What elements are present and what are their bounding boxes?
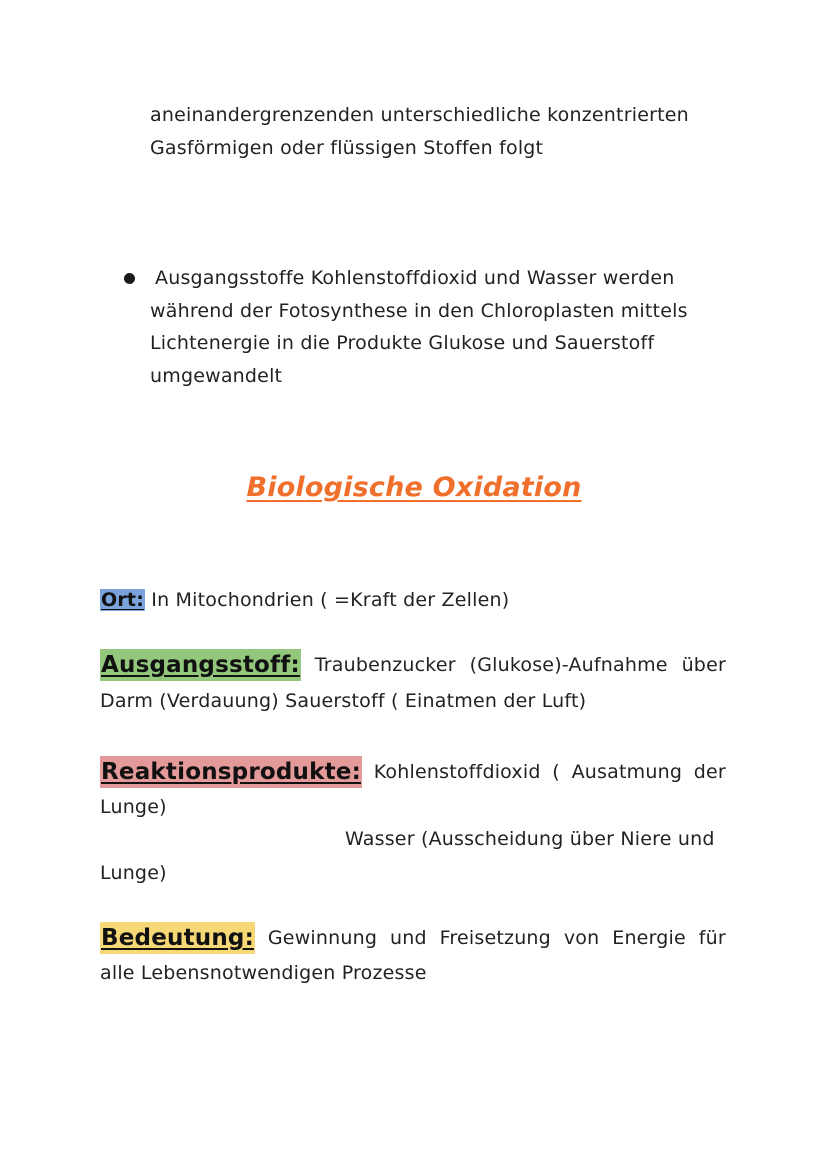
ausgangsstoff-line-2: Darm (Verdauung) Sauerstoff ( Einatmen der Luft) — [100, 690, 587, 712]
reaktionsprodukte-line-3: Wasser (Ausscheidung über Niere und — [345, 828, 715, 850]
bedeutung-word: Freisetzung — [439, 927, 551, 949]
ausgangsstoff-word: Traubenzucker — [314, 654, 456, 676]
ausgangsstoff-label: Ausgangsstoff: — [100, 649, 301, 681]
bedeutung-word: für — [698, 927, 726, 949]
ausgangsstoff-row — [100, 649, 726, 681]
bedeutung-word: von — [563, 927, 600, 949]
bullet-line-2: während der Fotosynthese in den Chloroplasten mittels — [150, 300, 688, 322]
bedeutung-label: Bedeutung: — [100, 922, 255, 954]
reaktionsprodukte-line-2: Lunge) — [100, 796, 167, 818]
intro-line-1: aneinandergrenzenden unterschiedliche konzentrierten — [150, 104, 689, 126]
bedeutung-word: Energie — [612, 927, 686, 949]
ort-text: In Mitochondrien ( =Kraft der Zellen) — [151, 589, 510, 611]
bedeutung-word: Gewinnung — [267, 927, 378, 949]
reaktionsprodukte-word: Kohlenstoffdioxid — [373, 761, 541, 783]
ort-label: Ort: — [101, 589, 145, 611]
bedeutung-row — [100, 922, 726, 954]
bullet-line-3: Lichtenergie in die Produkte Glukose und Sauerstoff — [150, 332, 655, 354]
ausgangsstoff-word: über — [681, 654, 726, 676]
reaktionsprodukte-row — [100, 756, 726, 788]
intro-line-2: Gasförmigen oder flüssigen Stoffen folgt — [150, 137, 544, 159]
reaktionsprodukte-word: ( — [552, 761, 560, 783]
bullet-icon — [124, 273, 135, 284]
bullet-line-4: umgewandelt — [150, 365, 283, 387]
bedeutung-word: und — [390, 927, 427, 949]
reaktionsprodukte-word: der — [693, 761, 726, 783]
reaktionsprodukte-line-4: Lunge) — [100, 862, 167, 884]
section-title: Biologische Oxidation — [246, 472, 582, 503]
ausgangsstoff-word: (Glukose)-Aufnahme — [469, 654, 668, 676]
reaktionsprodukte-word: Ausatmung — [571, 761, 683, 783]
reaktionsprodukte-label: Reaktionsprodukte: — [100, 756, 362, 788]
bullet-line-1: Ausgangsstoffe Kohlenstoffdioxid und Wasser werden — [155, 267, 675, 289]
bedeutung-line-2: alle Lebensnotwendigen Prozesse — [100, 962, 427, 984]
ort-row — [100, 584, 509, 616]
